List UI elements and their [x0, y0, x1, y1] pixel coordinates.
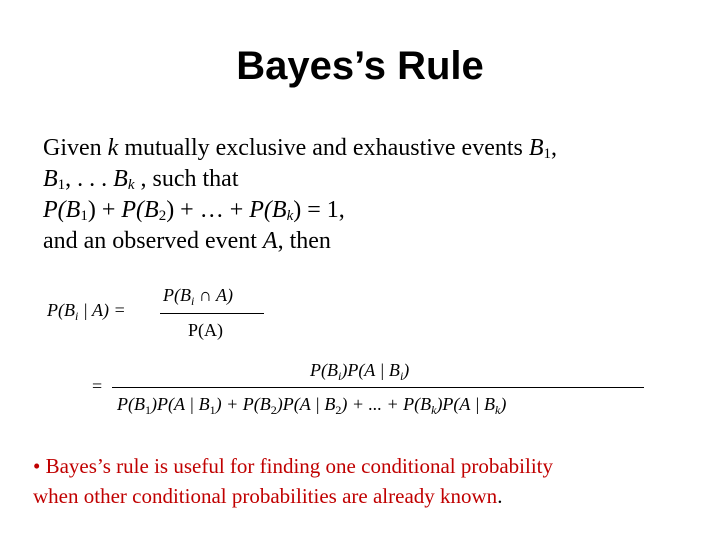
- formula-2-fraction-bar: [112, 387, 644, 388]
- note-paragraph: [33, 451, 693, 511]
- note-line-2: when other conditional probabilities are already known.: [33, 484, 503, 508]
- formula-1-denominator: P(A): [188, 320, 223, 340]
- body-line-2: $B_1$, . . . $B_k$ , such that: [43, 166, 239, 193]
- formula-1-numerator: $P(B_i$ ∩ A): [163, 285, 233, 308]
- note-period: .: [497, 484, 503, 508]
- formula-2-equals: =: [92, 376, 103, 396]
- formula-2-denominator: $P(B_1)P(A$ | $B_1) + P(B_2)P(A$ | $B_2$) + ... + $P(B_k)P(A$ | $B_k$): [117, 394, 507, 417]
- formula-1-fraction-bar: [160, 313, 264, 314]
- body-line-3: $P(B_1) + P(B_2)$ + … + $P(B_k) = 1$,: [43, 197, 345, 224]
- body-line-1: Given k mutually exclusive and exhaustive events $B_1$,: [43, 135, 558, 162]
- formula-1-lhs: $P(B_i$ | A) =: [47, 300, 126, 323]
- body-line-4: and an observed event A, then: [43, 228, 331, 254]
- body-text: [43, 133, 703, 257]
- slide-title: Bayes’s Rule: [236, 44, 484, 88]
- formula-2-numerator: $P(B_i)P(A$ | $B_i$): [310, 360, 410, 383]
- note-line-1: • Bayes’s rule is useful for finding one conditional probability: [33, 454, 554, 478]
